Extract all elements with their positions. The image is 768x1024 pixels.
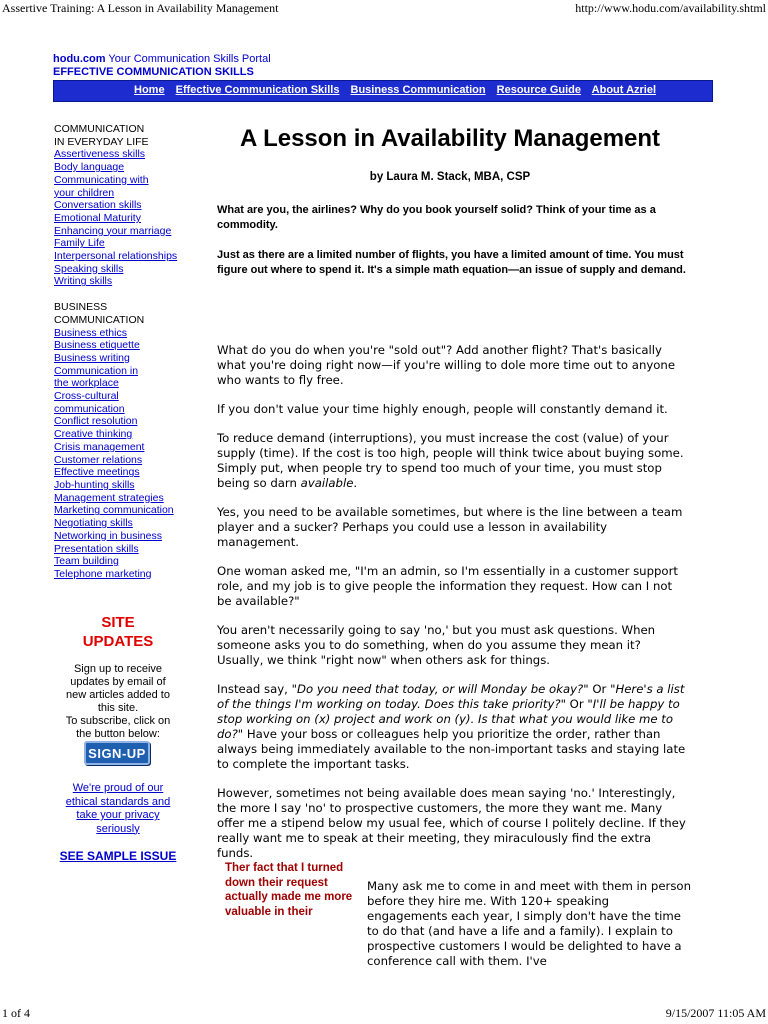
site-updates-line1: SITE <box>101 614 135 631</box>
body-paragraph: What do you do when you're "sold out"? Add another flight? That's basically what you're doing right now—if you're willing to dole more time out to anyone who wants to fly free. <box>217 343 676 387</box>
see-sample-issue-link[interactable]: SEE SAMPLE ISSUE <box>59 849 177 863</box>
pull-quote: Ther fact that I turned down their request actually made me more valuable in their <box>225 862 353 918</box>
sidebar-link[interactable]: Communicating with <box>54 173 149 186</box>
sidebar-link[interactable]: Assertiveness skills <box>54 148 146 161</box>
privacy-link-line[interactable]: take your privacy <box>76 809 160 821</box>
sidebar-link[interactable]: Negotiating skills <box>54 517 133 530</box>
text-run: Or <box>565 697 588 711</box>
sidebar-heading: COMMUNICATION <box>54 123 145 135</box>
sidebar-link[interactable]: Communication in <box>54 364 139 377</box>
emphasis: "Do you need that today, or will Monday be okay?" <box>291 682 589 696</box>
nav-effective-communication-skills[interactable]: Effective Communication Skills <box>175 84 340 96</box>
article-title: A Lesson in Availability Management <box>239 125 661 152</box>
nav-resource-guide[interactable]: Resource Guide <box>496 84 582 96</box>
sidebar-link[interactable]: Interpersonal relationships <box>54 250 178 263</box>
site-name[interactable]: hodu.com <box>53 53 106 65</box>
sidebar-link[interactable]: Effective meetings <box>54 466 140 479</box>
sidebar-link[interactable]: Marketing communication <box>54 504 174 517</box>
lead-paragraph: Just as there are a limited number of flights, you have a limited amount of time. You must figure out where to spend it. It's a simple math equation—an issue of supply and demand. <box>217 249 686 276</box>
body-paragraph: One woman asked me, "I'm an admin, so I'm essentially in a customer support role, and my job is to give people the information they request. How can I not be available?" <box>217 564 678 608</box>
privacy-link-line[interactable]: seriously <box>96 822 140 835</box>
body-paragraph: You aren't necessarily going to say 'no,' but you must ask questions. When someone asks you to do something, when do you assume they mean it? Usually, we think "right now" when others ask for things. <box>217 623 656 667</box>
sidebar-link[interactable]: Enhancing your marriage <box>54 224 172 237</box>
sidebar-link[interactable]: Customer relations <box>54 453 143 466</box>
print-footer-page: 1 of 4 <box>2 1006 30 1020</box>
site-updates-line2: UPDATES <box>82 633 154 650</box>
sidebar-link[interactable]: Body language <box>54 161 125 174</box>
sidebar-link[interactable]: Presentation skills <box>54 542 139 555</box>
text-run: Instead say, <box>217 682 292 696</box>
sidebar-link[interactable]: Job-hunting skills <box>54 478 135 491</box>
sidebar-link[interactable]: Cross-cultural <box>54 390 119 403</box>
emphasis: "I'll be happy to stop working on (x) project and work on (y). Is that what you would like me to do?" <box>217 697 680 741</box>
nav-home[interactable]: Home <box>134 84 165 96</box>
sidebar-link[interactable]: Conflict resolution <box>54 415 138 428</box>
print-header <box>0 1 768 17</box>
print-footer <box>0 1006 768 1022</box>
body-paragraph: Many ask me to come in and meet with them in person before they hire me. With 120+ speaking engagements each year, I simply don't have the time to do that (and have a life and a family). I explain to prospective customers I would be delighted to have a conference call with them. I've <box>367 879 691 968</box>
text-run: To reduce demand (interruptions), you must increase the cost (value) of your supply (time). If the cost is too high, people will think twice about buying some. Simply put, when people try to spend too much of your time, you must stop being so darn <box>217 431 684 490</box>
signup-description <box>54 663 182 741</box>
sidebar-link[interactable]: Business etiquette <box>54 339 140 352</box>
body-paragraph: However, sometimes not being available does mean saying 'no.' Interestingly, the more I say 'no' to prospective customers, the more they want me. Many offer me a stipend below my usual fee, which of course I politely decline. If they really want me to speak at their meeting, they miraculously find the extra funds. <box>217 786 686 860</box>
text-run: . <box>353 476 358 490</box>
article-body <box>217 343 687 875</box>
privacy-link-line[interactable]: ethical standards and <box>65 795 171 808</box>
sidebar-link[interactable]: your children <box>54 186 115 199</box>
sidebar-link[interactable]: the workplace <box>54 377 119 390</box>
sidebar-heading: BUSINESS <box>54 301 108 314</box>
section-name: EFFECTIVE COMMUNICATION SKILLS <box>53 66 254 78</box>
site-updates-heading <box>54 613 182 651</box>
signup-text-line: updates by email of <box>70 676 166 688</box>
sidebar-link[interactable]: Business writing <box>54 351 130 364</box>
body-paragraph <box>217 682 687 772</box>
sidebar-link[interactable]: Team building <box>54 555 119 568</box>
signup-text-line: the button below: <box>76 728 160 740</box>
sidebar <box>54 123 182 581</box>
sidebar-link[interactable]: Creative thinking <box>54 428 133 441</box>
site-brand <box>53 53 271 79</box>
print-header-title: Assertive Training: A Lesson in Availability Management <box>2 1 279 15</box>
sidebar-link[interactable]: Management strategies <box>54 491 164 504</box>
print-footer-datetime: 9/15/2007 11:05 AM <box>665 1006 766 1020</box>
body-paragraph: If you don't value your time highly enough, people will constantly demand it. <box>217 402 668 416</box>
sidebar-heading: COMMUNICATION <box>54 313 145 326</box>
signup-text-line: To subscribe, click on <box>65 715 171 727</box>
sidebar-link[interactable]: Crisis management <box>54 440 145 453</box>
site-tagline: Your Communication Skills Portal <box>105 53 271 65</box>
body-paragraph <box>217 431 687 491</box>
body-paragraph: Yes, you need to be available sometimes, but where is the line between a team player and a sucker? Perhaps you could use a lesson in availability management. <box>217 505 683 549</box>
privacy-link[interactable] <box>54 782 182 836</box>
sidebar-link[interactable]: Business ethics <box>54 326 127 339</box>
emphasis: available <box>300 476 354 490</box>
sidebar-link[interactable]: Family Life <box>54 237 105 250</box>
sidebar-heading: IN EVERYDAY LIFE <box>54 135 149 148</box>
lead-paragraph: What are you, the airlines? Why do you book yourself solid? Think of your time as a commodity. <box>217 204 656 231</box>
top-nav-bar <box>53 80 713 102</box>
text-run: Or <box>588 682 611 696</box>
signup-text-line: Sign up to receive <box>73 663 163 675</box>
emphasis: "Here's a list of the things I'm working on today. Does this take priority?" <box>217 682 685 711</box>
privacy-link-line[interactable]: We're proud of our <box>72 782 164 794</box>
nav-business-communication[interactable]: Business Communication <box>350 84 486 96</box>
signup-text-line: this site. <box>97 702 139 714</box>
sign-up-button[interactable]: SIGN-UP <box>84 741 150 765</box>
sidebar-link[interactable]: Telephone marketing <box>54 567 152 580</box>
article-byline: by Laura M. Stack, MBA, CSP <box>369 171 531 183</box>
signup-text-line: new articles added to <box>66 689 170 701</box>
text-run: Have your boss or colleagues help you prioritize the order, rather than always being immediately available to the non-important tasks and staying late to complete the important tasks. <box>217 727 686 771</box>
sidebar-link[interactable]: Emotional Maturity <box>54 211 141 224</box>
sidebar-link[interactable]: communication <box>54 402 125 415</box>
print-header-url: http://www.hodu.com/availability.shtml <box>575 1 766 15</box>
sidebar-link[interactable]: Speaking skills <box>54 262 124 275</box>
sidebar-link[interactable]: Conversation skills <box>54 199 142 212</box>
sidebar-link[interactable]: Writing skills <box>54 275 113 288</box>
nav-about-azriel[interactable]: About Azriel <box>591 84 657 96</box>
sidebar-link[interactable]: Networking in business <box>54 529 162 542</box>
